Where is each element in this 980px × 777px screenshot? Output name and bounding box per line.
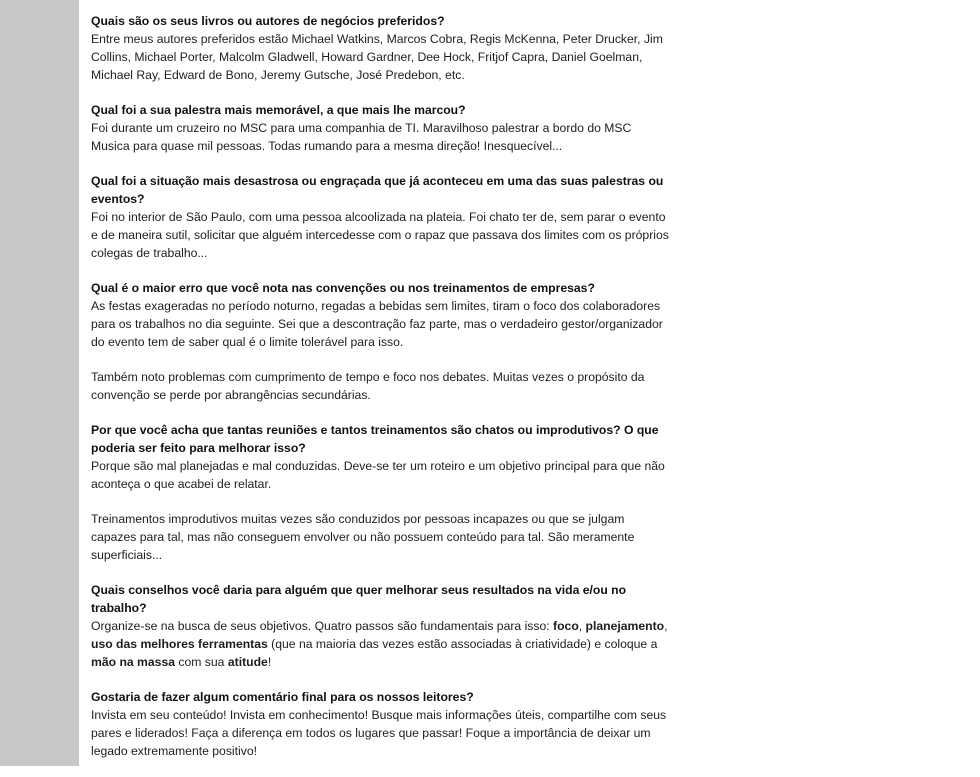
answer-keyword: foco	[553, 619, 579, 633]
answer-text: Foi no interior de São Paulo, com uma pessoa alcoolizada na plateia. Foi chato ter de, sem parar o evento e de maneira sutil, solicitar que alguém intercedesse com o rapaz que passava dos limites com os próprios colegas de trabalho...	[91, 210, 669, 260]
qa-block	[91, 101, 671, 155]
answer-segment: !	[267, 655, 272, 669]
answer-segment: com sua	[175, 655, 228, 669]
qa-block	[91, 688, 671, 760]
answer-segment: ,	[664, 619, 668, 633]
left-sidebar-strip	[0, 0, 79, 766]
answer-segment: ,	[578, 619, 586, 633]
answer-keyword: planejamento	[585, 619, 665, 633]
answer-keyword: mão na massa	[91, 655, 176, 669]
answer-keyword: uso das melhores ferramentas	[91, 637, 268, 651]
question-text: Qual foi a sua palestra mais memorável, a que mais lhe marcou?	[91, 103, 466, 117]
answer-text: As festas exageradas no período noturno, regadas a bebidas sem limites, tiram o foco dos colaboradores para os trabalhos no dia seguinte. Sei que a descontração faz parte, mas o verdadeiro gestor/organizador do evento tem de saber qual é o limite tolerável para isso.	[91, 299, 663, 349]
qa-block	[91, 421, 671, 493]
question-text: Qual é o maior erro que você nota nas convenções ou nos treinamentos de empresas?	[91, 281, 595, 295]
answer-text: Porque são mal planejadas e mal conduzidas. Deve-se ter um roteiro e um objetivo principal para que não aconteça o que acabei de relatar.	[91, 459, 665, 491]
question-text: Quais são os seus livros ou autores de negócios preferidos?	[91, 14, 445, 28]
answer-paragraph: Também noto problemas com cumprimento de tempo e foco nos debates. Muitas vezes o propósito da convenção se perde por abrangências secundárias.	[91, 370, 645, 402]
answer-text	[91, 617, 671, 671]
answer-segment: (que na maioria das vezes estão associadas à criatividade) e coloque a	[267, 637, 658, 651]
qa-block	[91, 12, 671, 84]
qa-block	[91, 581, 671, 671]
answer-text: Foi durante um cruzeiro no MSC para uma companhia de TI. Maravilhoso palestrar a bordo do MSC Musica para quase mil pessoas. Todas rumando para a mesma direção! Inesquecível...	[91, 121, 632, 153]
answer-keyword: atitude	[227, 655, 268, 669]
answer-text: Entre meus autores preferidos estão Michael Watkins, Marcos Cobra, Regis McKenna, Peter Drucker, Jim Collins, Michael Porter, Malcolm Gladwell, Howard Gardner, Dee Hock, Fritjof Capra, Daniel Goelman, Michael Ray, Edward de Bono, Jeremy Gutsche, José Predebon, etc.	[91, 32, 663, 82]
answer-text: Invista em seu conteúdo! Invista em conhecimento! Busque mais informações úteis, compartilhe com seus pares e liderados! Faça a diferença em todos os lugares que passar! Foque a importância de deixar um legado extremamente positivo!	[91, 708, 667, 758]
answer-segment: Organize-se na busca de seus objetivos. Quatro passos são fundamentais para isso:	[91, 619, 554, 633]
question-text: Por que você acha que tantas reuniões e tantos treinamentos são chatos ou improdutivos? O que poderia ser feito para melhorar isso?	[91, 423, 659, 455]
qa-block	[91, 279, 671, 351]
interview-content	[91, 12, 671, 777]
answer-paragraph: Treinamentos improdutivos muitas vezes são conduzidos por pessoas incapazes ou que se julgam capazes para tal, mas não conseguem envolver ou não possuem conteúdo para tal. São meramente superficiais...	[91, 512, 635, 562]
qa-block	[91, 172, 671, 262]
question-text: Qual foi a situação mais desastrosa ou engraçada que já aconteceu em uma das suas palestras ou eventos?	[91, 174, 664, 206]
question-text: Quais conselhos você daria para alguém que quer melhorar seus resultados na vida e/ou no trabalho?	[91, 583, 627, 615]
question-text: Gostaria de fazer algum comentário final para os nossos leitores?	[91, 690, 474, 704]
